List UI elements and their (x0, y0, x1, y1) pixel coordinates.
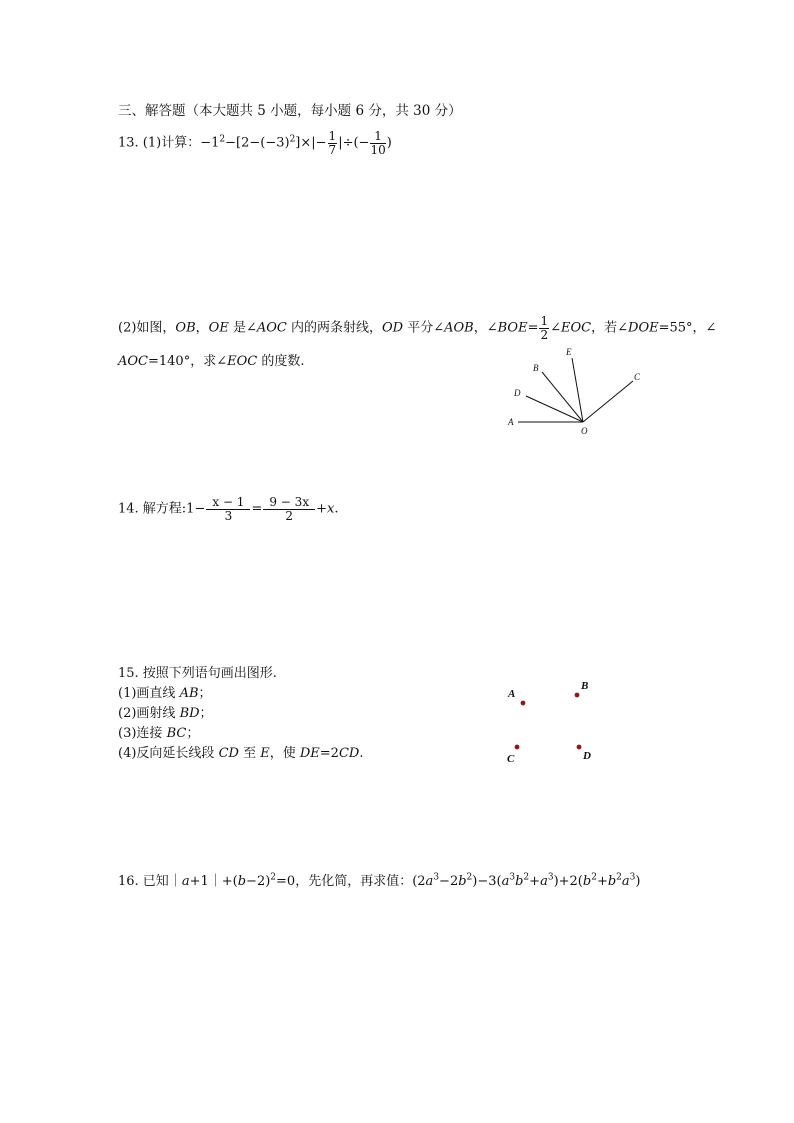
ray-oc (583, 381, 633, 422)
q15-item-3: (3)连接 BC； (118, 726, 200, 741)
q13-part2-line2: AOC=140°，求∠EOC 的度数. (118, 354, 305, 369)
label-o: O (581, 426, 588, 435)
ray-oe (572, 358, 583, 422)
q15-title: 15. 按照下列语句画出图形. (118, 666, 277, 681)
q13-fraction-2: $\frac{1}{10}$ (370, 129, 386, 157)
q14-equation: 14. 解方程:1− $\frac{x - 1}{3}$ = $\frac{9 - 3x}{2}$ +x. (118, 495, 339, 523)
section-header: 三、解答题（本大题共 5 小题，每小题 6 分，共 30 分） (118, 103, 462, 119)
ray-ob (542, 372, 583, 422)
label-e: E (566, 347, 572, 357)
label-b: B (533, 363, 539, 373)
ray-od (526, 396, 583, 422)
q13-exp2: 2 (289, 134, 296, 145)
q13-part2-line1: (2)如图，OB，OE 是∠AOC 内的两条射线，OD 平分∠AOB，∠BOE= $\frac{1}{2}$ ∠EOC，若∠DOE=55°，∠ (118, 314, 717, 342)
label-d: D (514, 388, 521, 398)
q13-part1 (118, 130, 392, 156)
angle-diagram (500, 345, 650, 435)
point-label-d: D (583, 750, 591, 762)
q13-part1-prefix: 13. (1)计算：−1 (118, 135, 220, 151)
point-c (515, 745, 520, 750)
point-label-a: A (508, 688, 516, 700)
point-d (577, 745, 582, 750)
point-label-c: C (507, 753, 515, 765)
points-diagram (500, 675, 610, 770)
q13-fraction-half: $\frac{1}{2}$ (540, 314, 549, 342)
label-c: C (634, 372, 641, 382)
q15-item-1: (1)画直线 AB； (118, 686, 212, 701)
point-b (575, 693, 580, 698)
q14-fraction-b: $\frac{9 - 3x}{2}$ (263, 496, 315, 522)
q13-exp1: 2 (219, 134, 226, 145)
point-label-b: B (581, 680, 589, 692)
q15-item-2: (2)画射线 BD； (118, 706, 213, 721)
q14-fraction-a: $\frac{x - 1}{3}$ (206, 496, 250, 522)
q13-mid3: |÷(− (338, 135, 370, 151)
q13-fraction-1: $\frac{1}{7}$ (328, 129, 337, 157)
q16-statement: 16. 已知$|a+1|+(b-2)^2=0$，先化简，再求值：$(2a^3-2b^2)-3(a^3b^2+a^3)+2(b^2+b^2a^3)$ (118, 872, 641, 889)
q15-item-4: (4)反向延长线段 CD 至 E，使 DE=2CD. (118, 746, 364, 761)
point-a (521, 701, 526, 706)
q13-mid2: ]×|− (295, 135, 327, 151)
q13-mid1: −[2−(−3) (225, 135, 290, 151)
label-a: A (508, 417, 514, 427)
q13-end: ) (386, 135, 392, 151)
